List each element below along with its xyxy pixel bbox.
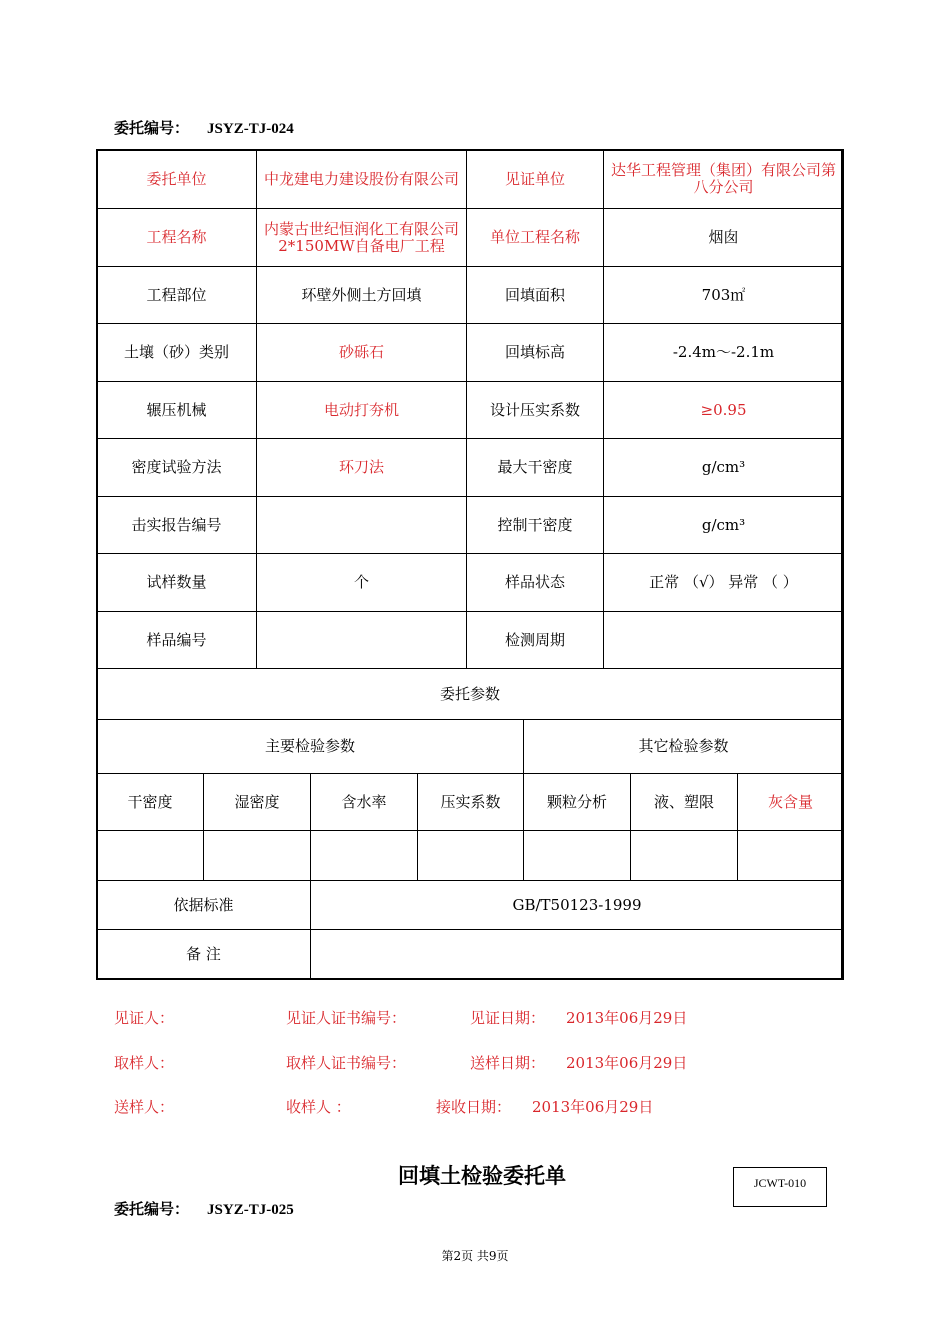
commission-form-bottom <box>96 668 844 980</box>
receiver-label: 收样人 ： <box>286 1098 351 1116</box>
commission-number <box>114 117 294 138</box>
design-compaction-label: 设计压实系数 <box>467 382 604 439</box>
param-cell <box>311 831 418 881</box>
form-row <box>97 150 844 209</box>
sample-status-value: 正常 （√） 异常 （ ） <box>604 554 844 612</box>
sampler-cert-label: 取样人证书编号： <box>286 1054 407 1072</box>
param-cell <box>97 831 204 881</box>
sample-status-label: 样品状态 <box>467 554 604 612</box>
soil-type-label: 土壤（砂）类别 <box>97 324 257 382</box>
control-dry-density-value: g/cm³ <box>604 497 844 554</box>
param-cell <box>738 831 844 881</box>
send-date: 2013年06月29日 <box>566 1054 688 1072</box>
param-dry-density: 干密度 <box>97 774 204 831</box>
roller-label: 辗压机械 <box>97 382 257 439</box>
send-date-label: 送样日期： <box>470 1054 546 1072</box>
backfill-area-label: 回填面积 <box>467 267 604 324</box>
page-footer: 第2页 共9页 <box>441 1249 509 1263</box>
witness-label: 见证人： <box>114 1009 175 1027</box>
max-dry-density-value: g/cm³ <box>604 439 844 497</box>
form-row <box>97 669 844 720</box>
param-cell <box>524 831 631 881</box>
form-row <box>97 612 844 669</box>
receive-date-label: 接收日期： <box>436 1098 512 1116</box>
backfill-elevation-value: -2.4m～-2.1m <box>604 324 844 382</box>
test-period-label: 检测周期 <box>467 612 604 669</box>
next-commission-number <box>114 1198 294 1219</box>
next-commission-number-value: JSYZ-TJ-025 <box>207 1202 294 1218</box>
roller-value: 电动打夯机 <box>257 382 467 439</box>
witness-unit-value: 达华工程管理（集团）有限公司第八分公司 <box>604 150 844 209</box>
unit-project-name-label: 单位工程名称 <box>467 209 604 267</box>
form-row <box>97 930 844 980</box>
standard-label: 依据标准 <box>97 881 311 930</box>
sampler-label: 取样人： <box>114 1054 175 1072</box>
backfill-elevation-label: 回填标高 <box>467 324 604 382</box>
commission-form-top <box>96 149 844 669</box>
param-wet-density: 湿密度 <box>204 774 311 831</box>
param-plastic-limit: 液、塑限 <box>631 774 738 831</box>
param-cell <box>631 831 738 881</box>
form-row <box>97 324 844 382</box>
param-particle: 颗粒分析 <box>524 774 631 831</box>
client-unit-label: 委托单位 <box>97 150 257 209</box>
other-params-heading: 其它检验参数 <box>524 720 844 774</box>
max-dry-density-label: 最大干密度 <box>467 439 604 497</box>
compaction-report-label: 击实报告编号 <box>97 497 257 554</box>
standard-value: GB/T50123-1999 <box>311 881 844 930</box>
project-name-label: 工程名称 <box>97 209 257 267</box>
soil-type-value: 砂砾石 <box>257 324 467 382</box>
param-cell <box>418 831 524 881</box>
density-method-value: 环刀法 <box>257 439 467 497</box>
density-method-label: 密度试验方法 <box>97 439 257 497</box>
form-row <box>97 209 844 267</box>
param-moisture: 含水率 <box>311 774 418 831</box>
compaction-report-value <box>257 497 467 554</box>
design-compaction-value: ≥0.95 <box>604 382 844 439</box>
sample-count-label: 试样数量 <box>97 554 257 612</box>
control-dry-density-label: 控制干密度 <box>467 497 604 554</box>
receive-date: 2013年06月29日 <box>532 1098 654 1116</box>
form-row <box>97 382 844 439</box>
unit-project-name-value: 烟囱 <box>604 209 844 267</box>
param-ash-content: 灰含量 <box>738 774 844 831</box>
sender-label: 送样人： <box>114 1098 175 1116</box>
backfill-area-value: 703㎡ <box>604 267 844 324</box>
witness-date: 2013年06月29日 <box>566 1009 688 1027</box>
form-row <box>97 267 844 324</box>
witness-unit-label: 见证单位 <box>467 150 604 209</box>
param-cell <box>204 831 311 881</box>
params-title: 委托参数 <box>97 669 844 720</box>
client-unit-value: 中龙建电力建设股份有限公司 <box>257 150 467 209</box>
form-row <box>97 831 844 881</box>
main-params-heading: 主要检验参数 <box>97 720 524 774</box>
project-name-value: 内蒙古世纪恒润化工有限公司2*150MW自备电厂工程 <box>257 209 467 267</box>
witness-cert-label: 见证人证书编号： <box>286 1009 407 1027</box>
form-row <box>97 720 844 774</box>
commission-number-label: 委托编号： <box>114 121 190 137</box>
remark-value <box>311 930 844 980</box>
remark-label: 备 注 <box>97 930 311 980</box>
test-period-value <box>604 612 844 669</box>
param-compaction: 压实系数 <box>418 774 524 831</box>
commission-number-value: JSYZ-TJ-024 <box>207 121 294 137</box>
form-row <box>97 774 844 831</box>
sample-number-value <box>257 612 467 669</box>
sample-number-label: 样品编号 <box>97 612 257 669</box>
project-part-value: 环壁外侧土方回填 <box>257 267 467 324</box>
witness-date-label: 见证日期： <box>470 1009 546 1027</box>
sample-count-value: 个 <box>257 554 467 612</box>
project-part-label: 工程部位 <box>97 267 257 324</box>
next-commission-number-label: 委托编号： <box>114 1202 190 1218</box>
form-row <box>97 439 844 497</box>
form-code-box: JCWT-010 <box>733 1167 827 1207</box>
form-row <box>97 881 844 930</box>
form-row <box>97 554 844 612</box>
form-title: 回填土检验委托单 <box>398 1163 566 1188</box>
form-row <box>97 497 844 554</box>
